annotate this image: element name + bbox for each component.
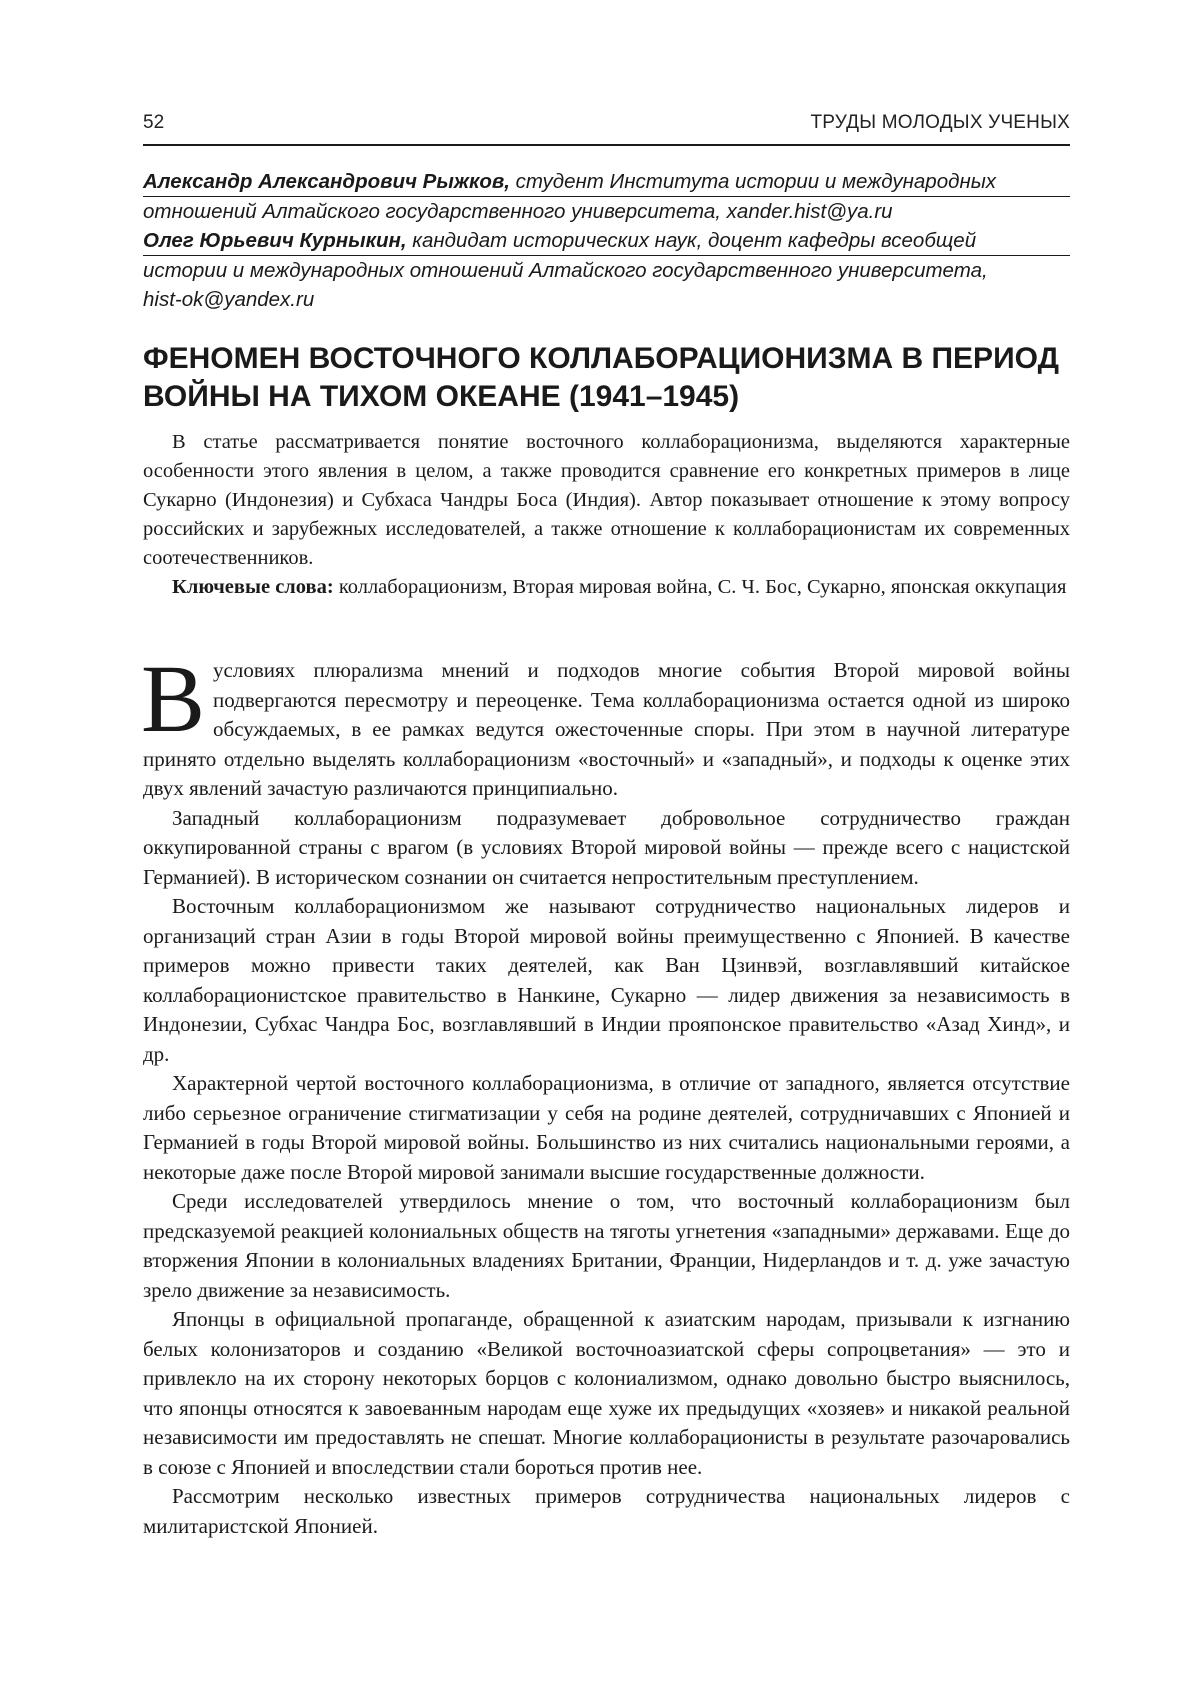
body-paragraph-4: Характерной чертой восточного коллаборационизма, в отличие от западного, является отсутствие либо серьезное ограничение стигматизации у себя на родине деятелей, сотрудничавших с Японией и Германией в годы Второй мировой войны. Большинство из них считались национальными героями, а некоторые даже после Второй мировой занимали высшие государственные должности. <box>143 1071 1070 1184</box>
keywords <box>143 573 1070 602</box>
author-2 <box>143 226 1070 314</box>
author-1-position: студент Института истории и международных <box>509 170 997 193</box>
article-title-line-2: ВОЙНЫ НА ТИХОМ ОКЕАНЕ (1941–1945) <box>143 380 740 413</box>
author-2-email: hist-ok@yandex.ru <box>143 288 315 311</box>
author-2-line-1 <box>143 226 1070 256</box>
author-2-affiliation: истории и международных отношений Алтайского государственного университета, <box>143 259 988 282</box>
author-1-name: Александр Александрович Рыжков, <box>143 170 510 193</box>
running-head: ТРУДЫ МОЛОДЫХ УЧЕНЫХ <box>810 112 1070 133</box>
drop-cap: В <box>141 645 206 752</box>
body-paragraph-6: Японцы в официальной пропаганде, обращенной к азиатским народам, призывали к изгнанию белых колонизаторов и созданию «Великой восточноазиатской сферы сопроцветания» — это и привлекло на их сторону некоторых борцов с колониализмом, однако довольно быстро выяснилось, что японцы относятся к завоеванным народам еще хуже их предыдущих «хозяев» и никакой реальной независимости им предоставлять не спешат. Многие коллаборационисты в результате разочаровались в союзе с Японией и впоследствии стали бороться против нее. <box>143 1307 1070 1479</box>
article-title <box>143 340 1073 416</box>
body-paragraph-2: Западный коллаборационизм подразумевает добровольное сотрудничество граждан оккупированной страны с врагом (в условиях Второй мировой войны — прежде всего с нацистской Германией). В историческом сознании он считается непростительным преступлением. <box>143 805 1070 889</box>
keywords-label: Ключевые слова: <box>172 576 334 598</box>
author-1-affiliation: отношений Алтайского государственного университета, xander.hist@ya.ru <box>143 200 893 223</box>
page-header <box>143 108 1070 146</box>
page-number: 52 <box>143 112 165 133</box>
body-paragraph-1 <box>141 645 1070 804</box>
author-2-position: кандидат исторических наук, доцент кафедры всеобщей <box>406 229 977 252</box>
body-paragraph-1-text: условиях плюрализма мнений и подходов многие события Второй мировой войны подвергаются пересмотру и переоценке. Тема коллаборационизма остается одной из широко обсуждаемых, в ее рамках ведутся ожесточенные споры. При этом в научной литературе принято отдельно выделять коллаборационизм «восточный» и «западный», и подходы к оценке этих двух явлений зачастую различаются принципиально. <box>143 658 1070 800</box>
article-body <box>141 645 1070 1541</box>
author-affiliations <box>143 167 1070 314</box>
abstract <box>143 428 1070 602</box>
author-2-name: Олег Юрьевич Курныкин, <box>143 229 407 252</box>
body-paragraph-3: Восточным коллаборационизмом же называют сотрудничество национальных лидеров и организаций стран Азии в годы Второй мировой войны преимущественно с Японией. В качестве примеров можно привести таких деятелей, как Ван Цзинвэй, возглавлявший китайское коллаборационистское правительство в Нанкине, Сукарно — лидер движения за независимость в Индонезии, Субхас Чандра Бос, возглавлявший в Индии прояпонское правительство «Азад Хинд», и др. <box>143 894 1070 1066</box>
abstract-text: В статье рассматривается понятие восточного коллаборационизма, выделяются характерные особенности этого явления в целом, а также проводится сравнение его конкретных примеров в лице Сукарно (Индонезия) и Субхаса Чандры Боса (Индия). Автор показывает отношение к этому вопросу российских и зарубежных исследователей, а также отношение к коллаборационистам их современных соотечественников. <box>143 431 1070 569</box>
body-paragraph-7: Рассмотрим несколько известных примеров сотрудничества национальных лидеров с милитаристской Японией. <box>143 1484 1070 1538</box>
keywords-list: коллаборационизм, Вторая мировая война, С. Ч. Бос, Сукарно, японская оккупация <box>333 576 1067 598</box>
author-1-line-1 <box>143 167 1070 197</box>
author-1 <box>143 167 1070 226</box>
article-title-line-1: ФЕНОМЕН ВОСТОЧНОГО КОЛЛАБОРАЦИОНИЗМА В ПЕРИОД <box>143 342 1059 375</box>
body-paragraph-5: Среди исследователей утвердилось мнение о том, что восточный коллаборационизм был предсказуемой реакцией колониальных обществ на тяготы угнетения «западными» державами. Еще до вторжения Японии в колониальных владениях Британии, Франции, Нидерландов и т. д. уже зачастую зрело движение за независимость. <box>143 1189 1070 1302</box>
